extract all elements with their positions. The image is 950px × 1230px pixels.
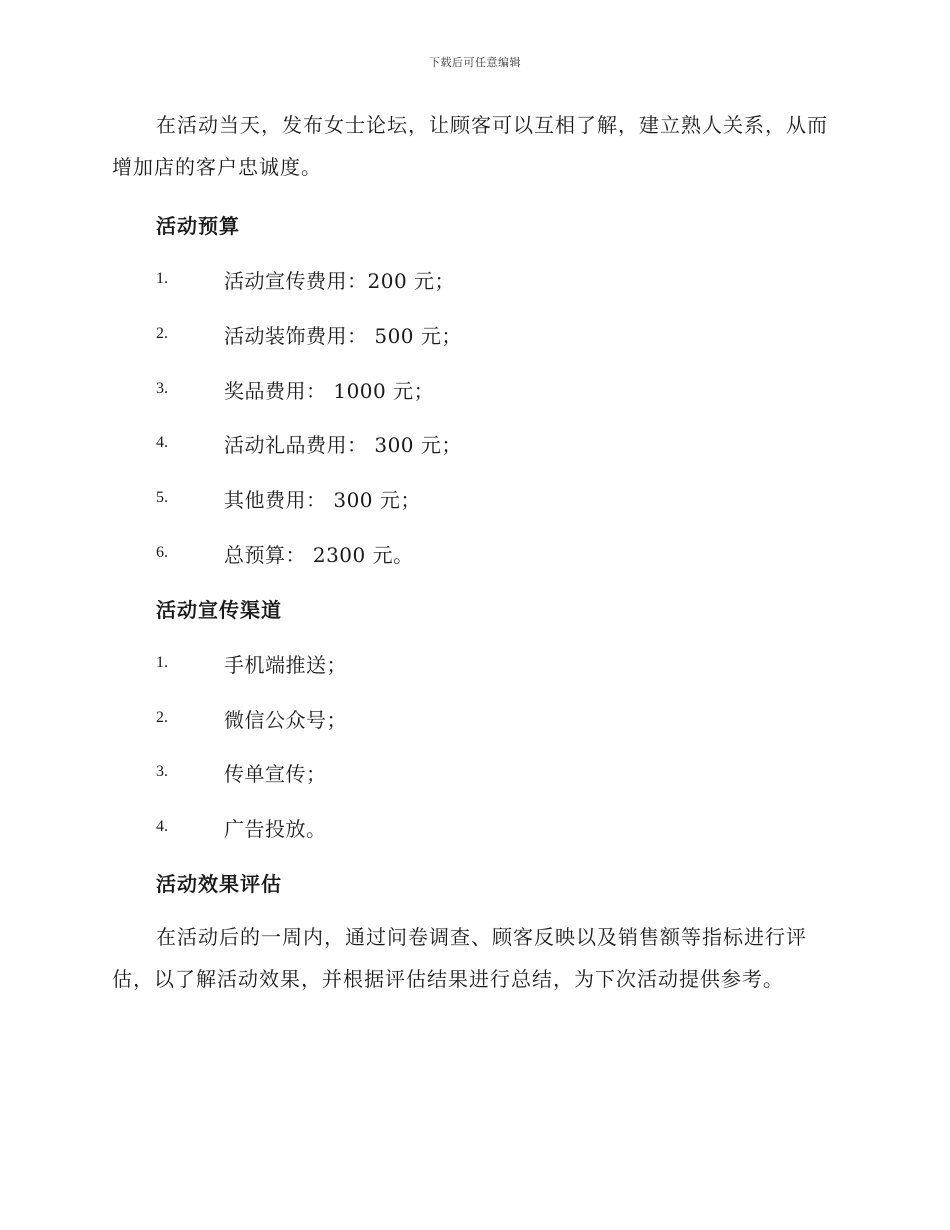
channels-heading: 活动宣传渠道 xyxy=(156,598,282,622)
list-number: 1. xyxy=(156,270,168,287)
list-text: 手机端推送； xyxy=(224,652,347,677)
channel-item xyxy=(156,703,347,733)
budget-item xyxy=(156,428,462,458)
budget-item xyxy=(156,264,455,294)
channel-item xyxy=(156,757,327,787)
evaluation-heading: 活动效果评估 xyxy=(156,872,282,896)
list-text: 其他费用： 300 元； xyxy=(224,487,421,512)
budget-item xyxy=(156,374,434,404)
list-text: 广告投放。 xyxy=(224,816,327,841)
intro-paragraph: 在活动当天，发布女士论坛，让顾客可以互相了解，建立熟人关系，从而增加店的客户忠诚度。 xyxy=(112,113,828,179)
list-number: 5. xyxy=(156,489,168,506)
list-text: 活动宣传费用：200 元； xyxy=(224,268,456,293)
list-text: 活动礼品费用： 300 元； xyxy=(224,432,462,457)
budget-item xyxy=(156,538,414,568)
list-number: 3. xyxy=(156,763,168,780)
budget-heading: 活动预算 xyxy=(156,214,240,238)
list-number: 2. xyxy=(156,709,168,726)
list-number: 6. xyxy=(156,544,168,561)
list-number: 3. xyxy=(156,380,168,397)
budget-item xyxy=(156,319,462,349)
page-header: 下载后可任意编辑 xyxy=(429,56,521,69)
channel-item xyxy=(156,812,327,842)
list-text: 微信公众号； xyxy=(224,707,347,732)
list-text: 奖品费用： 1000 元； xyxy=(224,378,435,403)
list-text: 传单宣传； xyxy=(224,761,327,786)
list-text: 活动装饰费用： 500 元； xyxy=(224,323,462,348)
list-number: 4. xyxy=(156,434,168,451)
channel-item xyxy=(156,648,347,678)
budget-item xyxy=(156,483,421,513)
list-number: 2. xyxy=(156,325,168,342)
evaluation-paragraph: 在活动后的一周内，通过问卷调查、顾客反映以及销售额等指标进行评估，以了解活动效果，并根据评估结果进行总结，为下次活动提供参考。 xyxy=(112,925,807,991)
list-number: 1. xyxy=(156,654,168,671)
list-number: 4. xyxy=(156,818,168,835)
list-text: 总预算： 2300 元。 xyxy=(224,542,414,567)
